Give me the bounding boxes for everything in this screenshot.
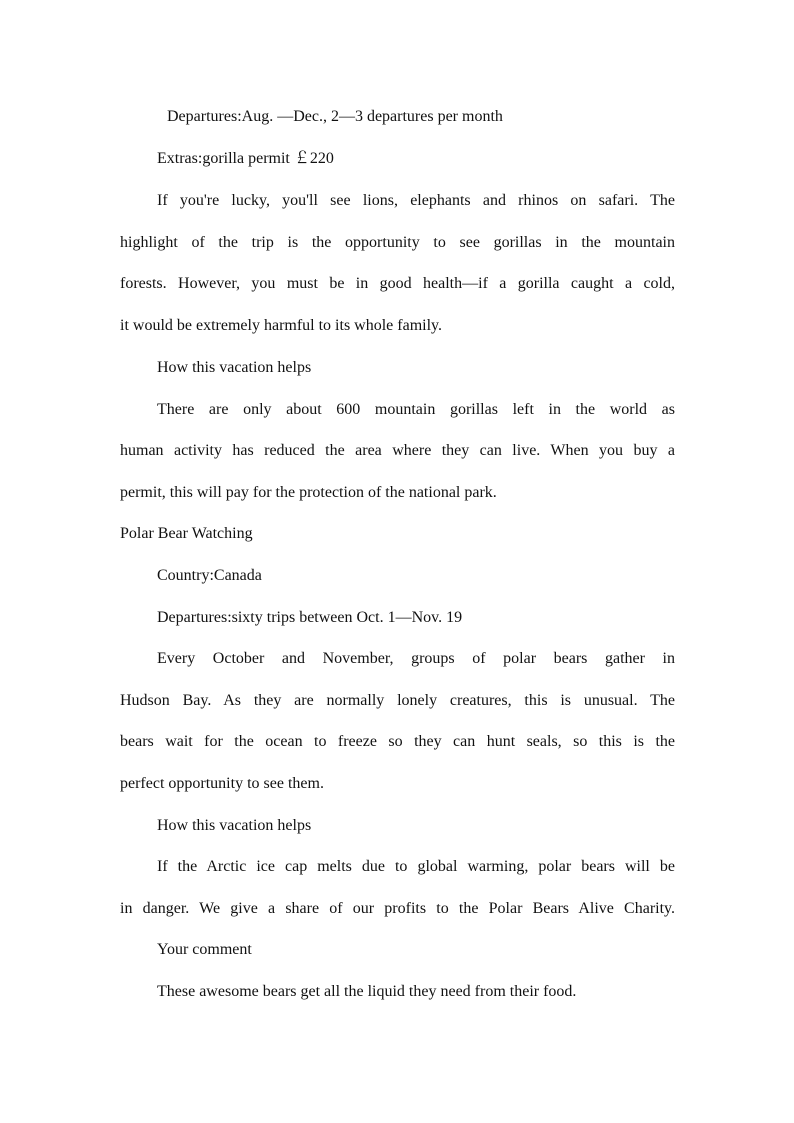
paragraph-line: forests. However, you must be in good health—if a gorilla caught a cold, xyxy=(120,275,675,292)
country-line: Country:Canada xyxy=(157,567,262,584)
section-heading: How this vacation helps xyxy=(157,359,312,376)
paragraph-line: perfect opportunity to see them. xyxy=(120,775,324,792)
departures-line-polar: Departures:sixty trips between Oct. 1—Nov. 19 xyxy=(157,609,463,626)
paragraph-line: it would be extremely harmful to its whole family. xyxy=(120,317,442,334)
paragraph-line: If you're lucky, you'll see lions, elephants and rhinos on safari. The xyxy=(157,192,675,209)
comment-text: These awesome bears get all the liquid they need from their food. xyxy=(157,983,577,1000)
comment-heading: Your comment xyxy=(157,941,252,958)
paragraph-line: bears wait for the ocean to freeze so they can hunt seals, so this is the xyxy=(120,733,675,750)
extras-line: Extras:gorilla permit ￡220 xyxy=(157,150,334,167)
paragraph-line: permit, this will pay for the protection of the national park. xyxy=(120,484,497,501)
section-heading: How this vacation helps xyxy=(157,817,312,834)
paragraph-line: Hudson Bay. As they are normally lonely creatures, this is unusual. The xyxy=(120,692,675,709)
paragraph-line: human activity has reduced the area where they can live. When you buy a xyxy=(120,442,675,459)
paragraph-line: in danger. We give a share of our profits to the Polar Bears Alive Charity. xyxy=(120,900,675,917)
paragraph-line: There are only about 600 mountain gorillas left in the world as xyxy=(157,401,675,418)
paragraph-line: Every October and November, groups of polar bears gather in xyxy=(157,650,675,667)
paragraph-line: If the Arctic ice cap melts due to global warming, polar bears will be xyxy=(157,858,675,875)
departures-line-gorilla: Departures:Aug. —Dec., 2—3 departures per month xyxy=(167,108,503,125)
section-title: Polar Bear Watching xyxy=(120,525,253,542)
paragraph-line: highlight of the trip is the opportunity to see gorillas in the mountain xyxy=(120,234,675,251)
